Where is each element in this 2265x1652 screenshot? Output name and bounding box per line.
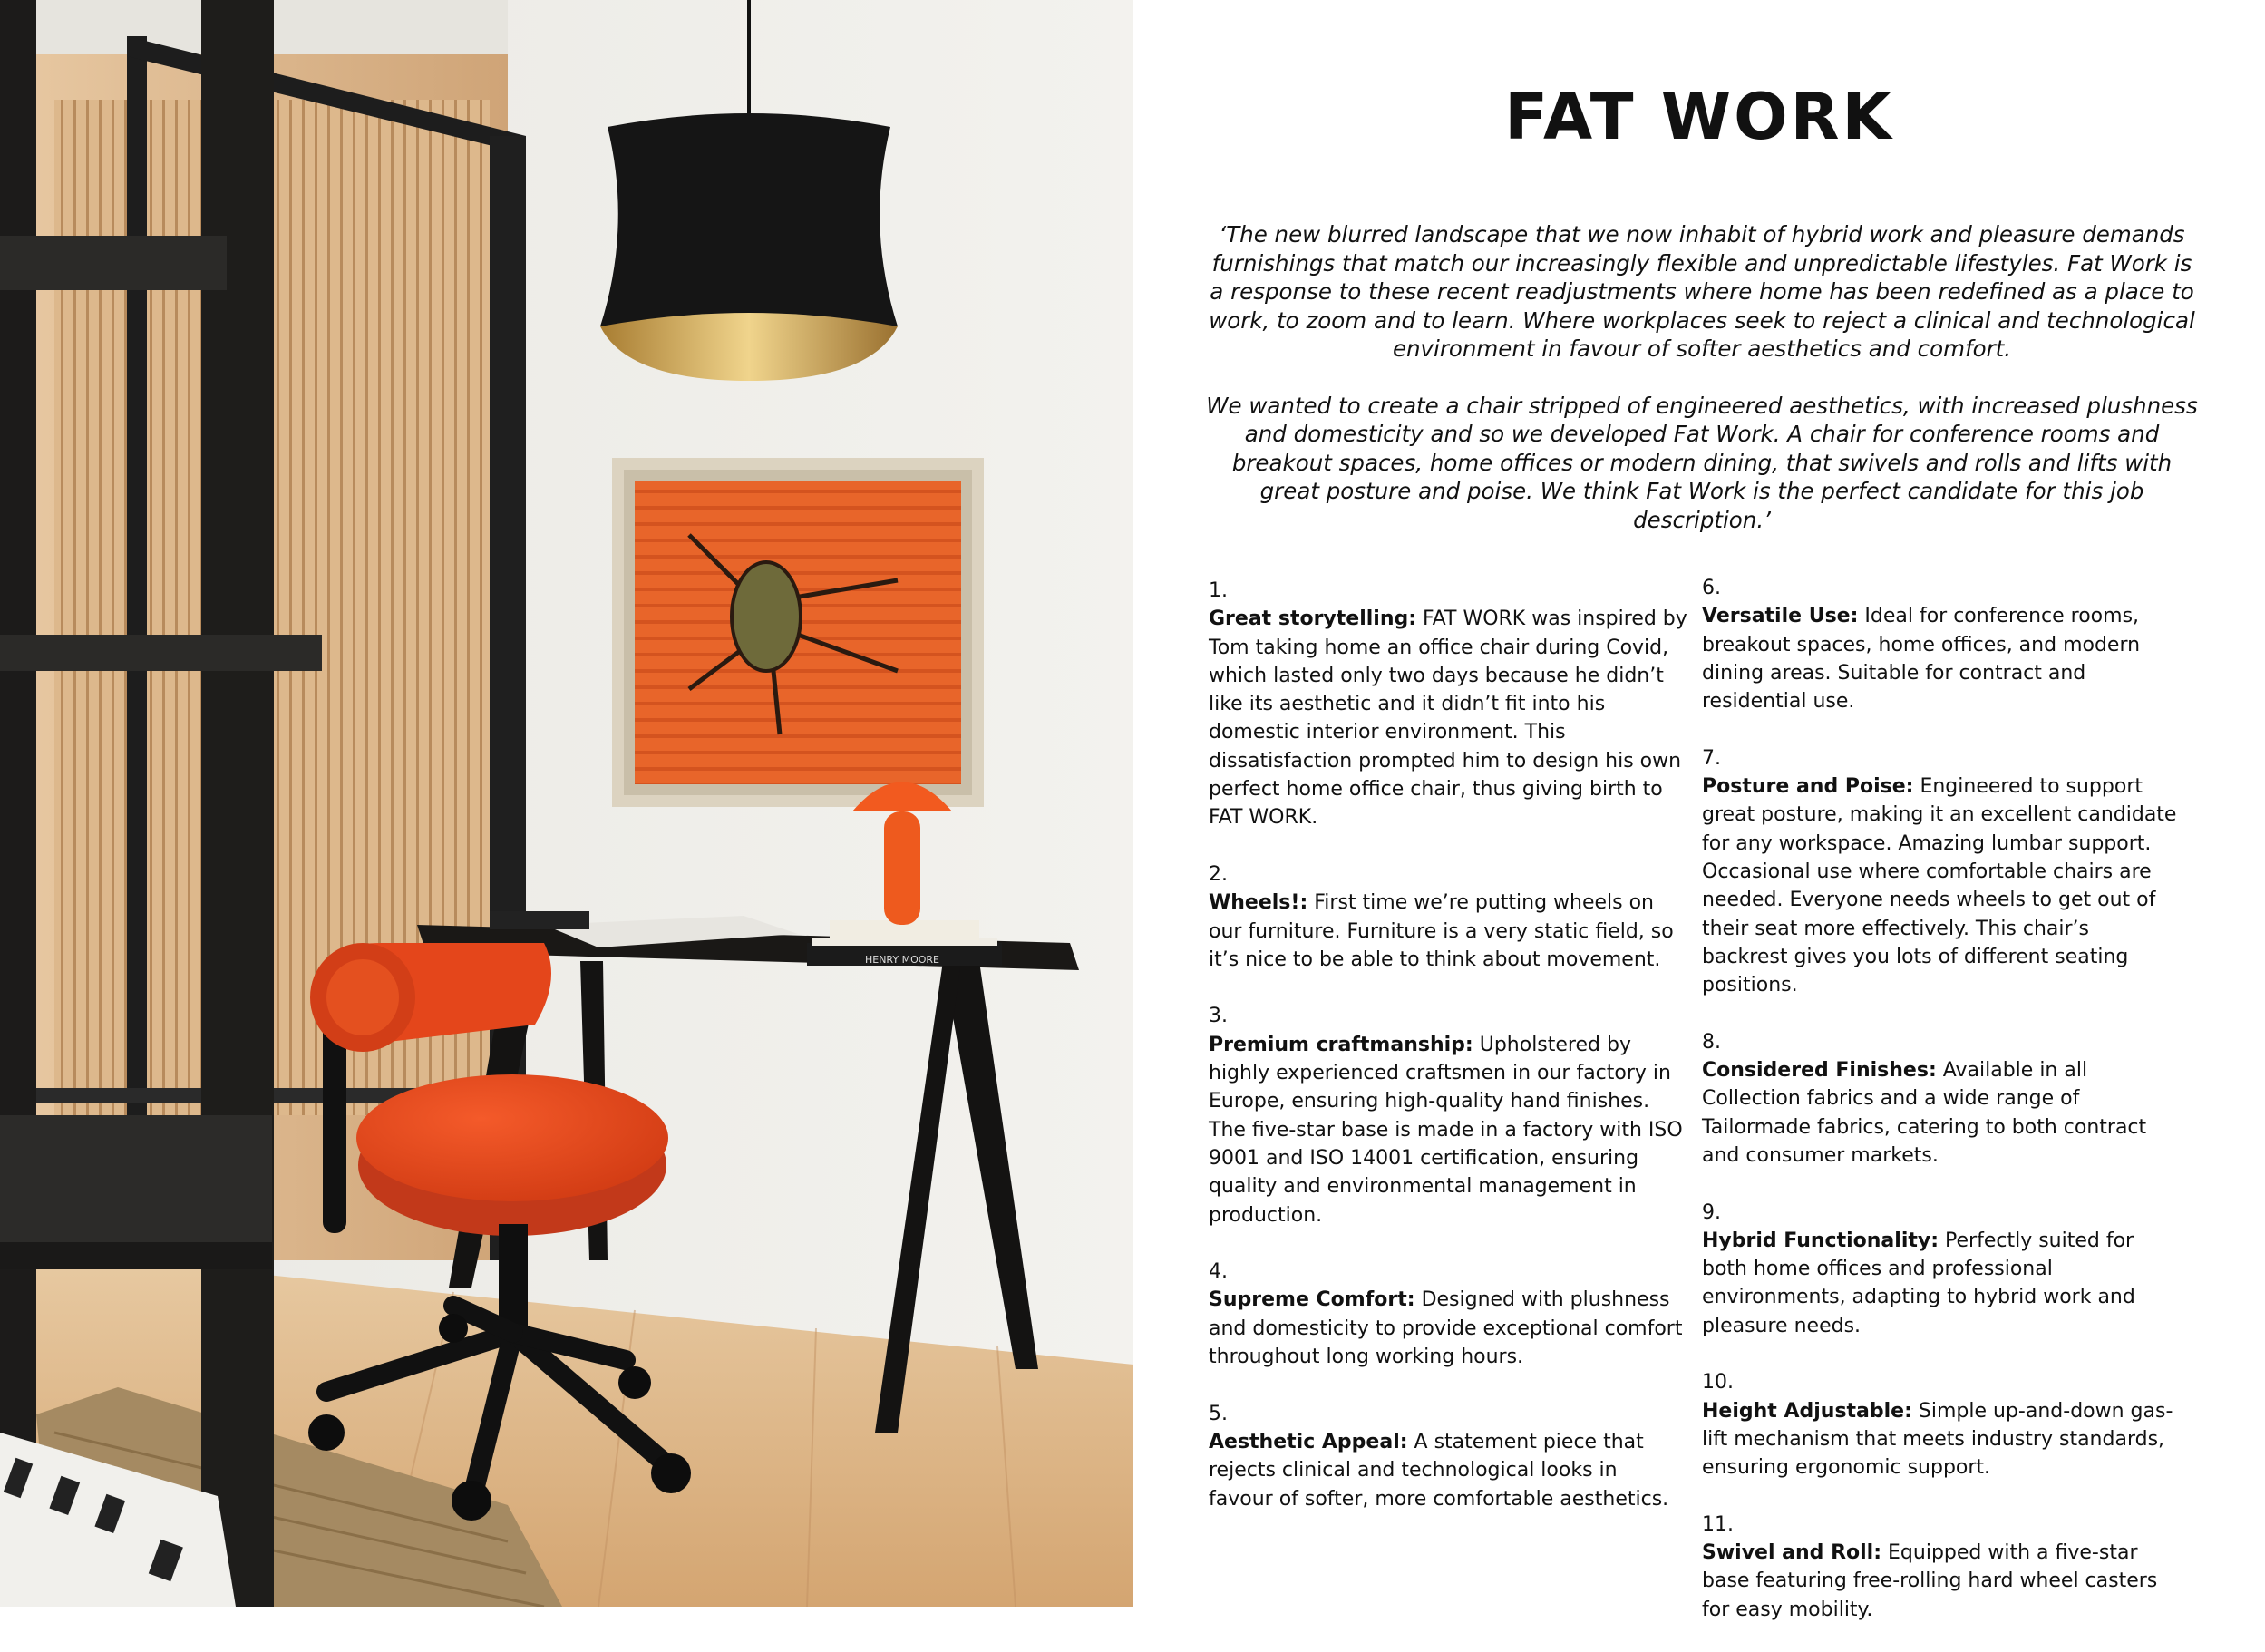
feature-number: 10. <box>1702 1371 1734 1394</box>
feature-heading: Hybrid Functionality: <box>1702 1229 1939 1252</box>
page-title: FAT WORK <box>1504 80 1894 154</box>
feature-item <box>1209 1258 1687 1371</box>
feature-heading: Height Adjustable: <box>1702 1399 1912 1423</box>
text-page <box>1133 0 2265 1621</box>
feature-number: 6. <box>1702 577 1721 599</box>
feature-text: First time we’re putting wheels on our furniture. Furniture is a very static field, so it’s nice to be able to think about movement. <box>1209 891 1674 971</box>
feature-heading: Supreme Comfort: <box>1209 1288 1415 1312</box>
features-column-left <box>1209 577 1687 1541</box>
feature-item <box>1702 1028 2181 1170</box>
feature-number: 4. <box>1209 1260 1228 1284</box>
feature-text: Perfectly suited for both home offices and professional environments, adapting to hybrid work and pleasure needs. <box>1702 1229 2135 1337</box>
features-column-right <box>1702 574 2181 1652</box>
feature-text: Available in all Collection fabrics and a wide range of Tailormade fabrics, catering to both contract and consumer markets. <box>1702 1059 2147 1167</box>
feature-heading: Wheels!: <box>1209 891 1308 915</box>
feature-text: Simple up-and-down gas-lift mechanism that meets industry standards, ensuring ergonomic support. <box>1702 1399 2173 1480</box>
feature-heading: Considered Finishes: <box>1702 1059 1937 1083</box>
feature-item <box>1702 1368 2181 1482</box>
feature-number: 2. <box>1209 862 1228 886</box>
feature-text: FAT WORK was inspired by Tom taking home an office chair during Covid, which lasted only two days because he didn’t like its aesthetic and it didn’t fit into his domestic interior environment. This dissatisfaction prompted him to design his own perfect home office chair, thus giving birth to FAT WORK. <box>1209 607 1687 830</box>
feature-text: A statement piece that rejects clinical and technological looks in favour of softer, more comfortable aesthetics. <box>1209 1430 1669 1511</box>
feature-number: 1. <box>1209 579 1228 602</box>
feature-heading: Premium craftmanship: <box>1209 1033 1473 1056</box>
feature-item <box>1209 860 1687 974</box>
feature-item <box>1702 574 2181 715</box>
feature-text: Upholstered by highly experienced craftsmen in our factory in Europe, ensuring high-quality hand finishes. The five-star base is made in a factory with ISO 9001 and ISO 14001 certification, ensuring quality and environmental management in production. <box>1209 1033 1683 1227</box>
intro-paragraph-2: We wanted to create a chair stripped of engineered aesthetics, with increased plushness and domesticity and so we developed Fat Work. A chair for conference rooms and breakout spaces, home offices or modern dining, that swivels and rolls and lifts with great posture and poise. We think Fat Work is the perfect candidate for this job description.’ <box>1206 392 2198 533</box>
feature-item <box>1209 1400 1687 1513</box>
feature-heading: Great storytelling: <box>1209 607 1417 631</box>
book-spine-text: HENRY MOORE <box>864 954 940 966</box>
feature-number: 3. <box>1209 1005 1228 1028</box>
feature-item <box>1702 744 2181 1000</box>
feature-number: 9. <box>1702 1200 1721 1224</box>
interior-photo <box>0 0 1133 1607</box>
feature-heading: Versatile Use: <box>1702 605 1859 628</box>
feature-item <box>1209 577 1687 832</box>
feature-item <box>1209 1002 1687 1229</box>
feature-text: Engineered to support great posture, making it an excellent candidate for any workspace. Amazing lumbar support. Occasional use where comfortable chairs are needed. Everyone needs wheels to get out of their seat more effectively. This chair’s backrest gives you lots of different seating positions. <box>1702 775 2177 997</box>
intro-paragraph-1: ‘The new blurred landscape that we now inhabit of hybrid work and pleasure demands furnishings that match our increasingly flexible and unpredictable lifestyles. Fat Work is a response to these recent readjustments where home has been redefined as a place to work, to zoom and to learn. Where workplaces seek to reject a clinical and technological environment in favour of softer aesthetics and comfort. <box>1209 221 2195 362</box>
feature-number: 7. <box>1702 746 1721 770</box>
feature-text: Ideal for conference rooms, breakout spaces, home offices, and modern dining areas. Suitable for contract and residential use. <box>1702 605 2141 714</box>
feature-item <box>1702 1199 2181 1340</box>
feature-text: Designed with plushness and domesticity to provide exceptional comfort throughout long working hours. <box>1209 1288 1683 1369</box>
feature-item <box>1702 1511 2181 1624</box>
feature-number: 11. <box>1702 1512 1734 1536</box>
feature-heading: Aesthetic Appeal: <box>1209 1430 1408 1453</box>
feature-number: 5. <box>1209 1402 1228 1425</box>
feature-number: 8. <box>1702 1030 1721 1054</box>
feature-heading: Swivel and Roll: <box>1702 1541 1882 1565</box>
feature-heading: Posture and Poise: <box>1702 775 1914 799</box>
feature-text: Equipped with a five-star base featuring free-rolling hard wheel casters for easy mobility. <box>1702 1541 2158 1621</box>
intro-quote <box>1204 220 2200 562</box>
